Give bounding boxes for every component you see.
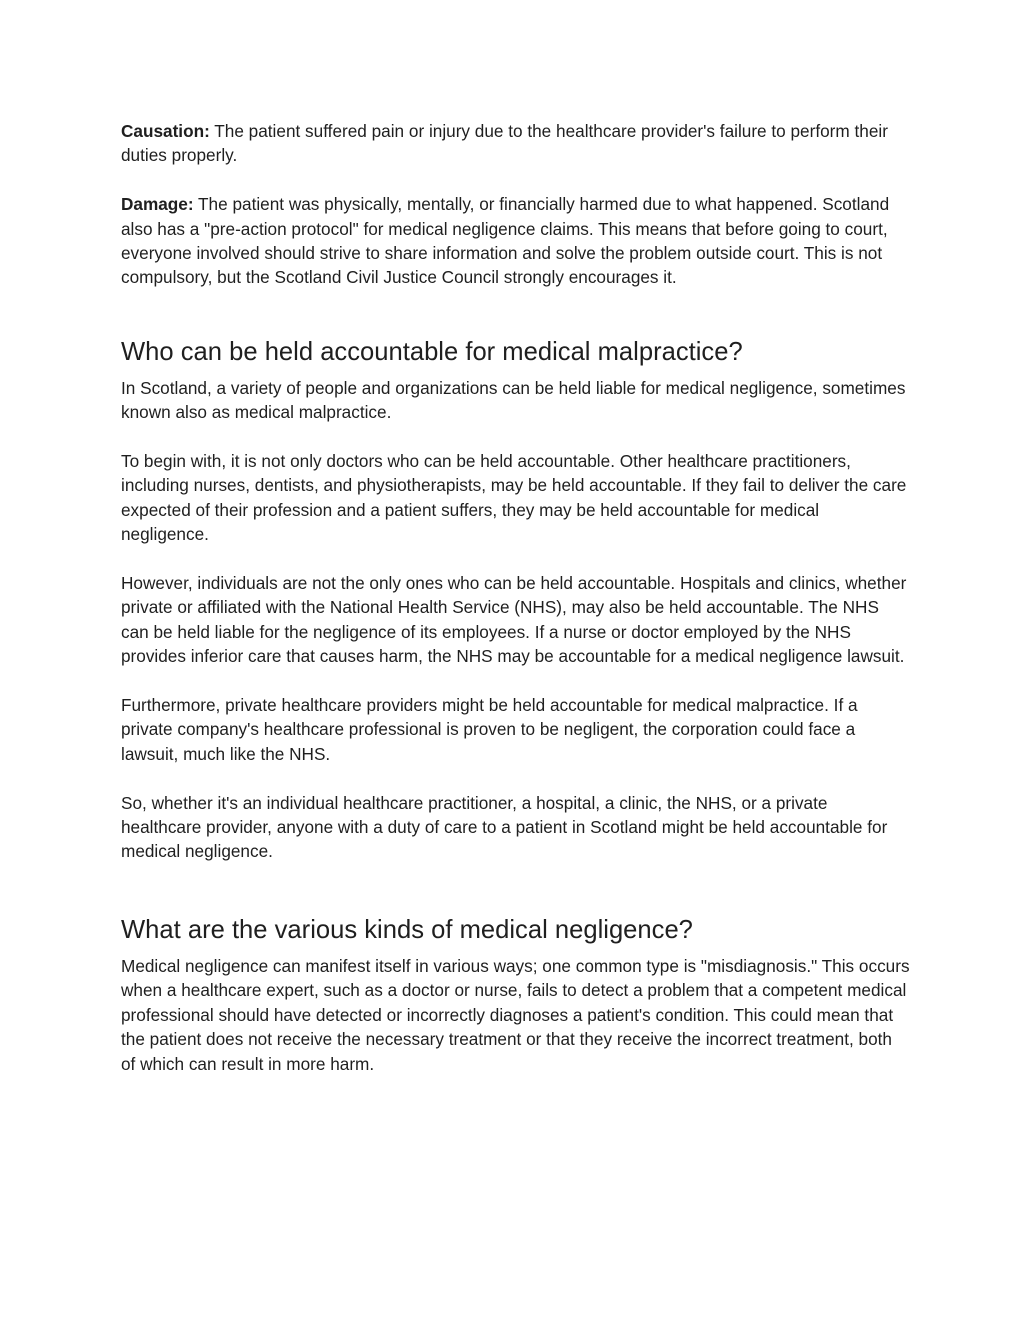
- section1-paragraph: To begin with, it is not only doctors who can be held accountable. Other healthcare practitioners, including nurses, dentists, and physiotherapists, may be held accountable. If they fail to deliver the care expected of their profession and a patient suffers, they may be held accountable for medical negligence.: [121, 451, 907, 545]
- causation-text: The patient suffered pain or injury due to the healthcare provider's failure to perform their duties properly.: [121, 121, 888, 166]
- section-heading-accountable: Who can be held accountable for medical malpractice?: [121, 337, 743, 366]
- causation-paragraph: [121, 119, 911, 168]
- section-heading-kinds: What are the various kinds of medical negligence?: [121, 915, 693, 944]
- damage-text: The patient was physically, mentally, or financially harmed due to what happened. Scotland also has a "pre-action protocol" for medical negligence claims. This means that before going to court, everyone involved should strive to share information and solve the problem outside court. This is not compulsory, but the Scotland Civil Justice Council strongly encourages it.: [121, 194, 890, 288]
- section1-paragraph: Furthermore, private healthcare providers might be held accountable for medical malpractice. If a private company's healthcare professional is proven to be negligent, the corporation could face a lawsuit, much like the NHS.: [121, 695, 858, 764]
- section2-paragraph: Medical negligence can manifest itself in various ways; one common type is "misdiagnosis." This occurs when a healthcare expert, such as a doctor or nurse, fails to detect a problem that a competent medical professional should have detected or incorrectly diagnoses a patient's condition. This could mean that the patient does not receive the necessary treatment or that they receive the incorrect treatment, both of which can result in more harm.: [121, 955, 910, 1074]
- section1-paragraph: However, individuals are not the only ones who can be held accountable. Hospitals and clinics, whether private or affiliated with the National Health Service (NHS), may also be held accountable. The NHS can be held liable for the negligence of its employees. If a nurse or doctor employed by the NHS provides inferior care that causes harm, the NHS may be accountable for a medical negligence lawsuit.: [121, 573, 907, 667]
- section1-paragraph: In Scotland, a variety of people and organizations can be held liable for medical negligence, sometimes known also as medical malpractice.: [121, 377, 906, 423]
- damage-label: Damage:: [121, 194, 194, 215]
- document-page: [121, 119, 911, 1076]
- causation-label: Causation:: [121, 121, 210, 141]
- section1-paragraph: So, whether it's an individual healthcare practitioner, a hospital, a clinic, the NHS, or a private healthcare provider, anyone with a duty of care to a patient in Scotland might be held accountable for medical negligence.: [121, 792, 888, 862]
- damage-paragraph: [121, 192, 911, 290]
